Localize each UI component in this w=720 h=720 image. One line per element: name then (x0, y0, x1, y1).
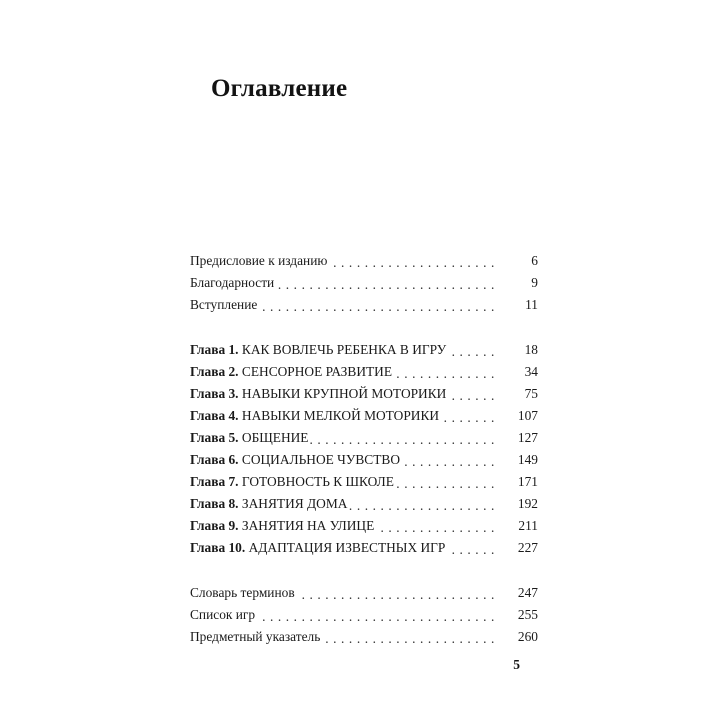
toc-entry-label (190, 361, 392, 383)
toc-entry-title: ЗАНЯТИЯ НА УЛИЦЕ (241, 518, 375, 533)
toc-dot-leader (394, 369, 495, 383)
toc-entry-page-number: 149 (517, 452, 538, 467)
toc-dot-leader (448, 391, 495, 405)
toc-entry[interactable] (190, 471, 538, 493)
toc-entry-page-number: 34 (524, 364, 538, 379)
toc-entry-page-number: 247 (517, 585, 538, 600)
toc-entry[interactable] (190, 582, 538, 604)
toc-dot-leader (349, 501, 495, 515)
toc-entry[interactable] (190, 272, 538, 294)
toc-dot-leader (448, 347, 495, 361)
toc-group-back-matter (190, 582, 538, 648)
page-folio: 5 (513, 657, 520, 672)
toc-entry-page-number: 127 (517, 430, 538, 445)
toc-entry-label (190, 471, 394, 493)
toc-entry-label (190, 383, 446, 405)
toc-entry-label (190, 449, 400, 471)
toc-entry-page-number: 211 (518, 518, 538, 533)
toc-entry-chapter-number: Глава 10. (190, 540, 246, 555)
toc-entry-page-number: 9 (531, 275, 538, 290)
toc-entry-chapter-number: Глава 4. (190, 408, 239, 423)
toc-entry-title: НАВЫКИ МЕЛКОЙ МОТОРИКИ (241, 408, 440, 423)
toc-entry-label (190, 626, 320, 648)
toc-entry-title: Список игр (190, 607, 256, 622)
toc-dot-leader (310, 435, 495, 449)
toc-entry-title: КАК ВОВЛЕЧЬ РЕБЕНКА В ИГРУ (241, 342, 447, 357)
toc-entry-page-number: 75 (524, 386, 538, 401)
toc-dot-leader (441, 413, 495, 427)
toc-dot-leader (276, 280, 495, 294)
toc-entry-label (190, 537, 445, 559)
toc-entry-title: Словарь терминов (190, 585, 295, 600)
toc-entry-label (190, 339, 446, 361)
toc-entry[interactable] (190, 361, 538, 383)
toc-dot-leader (322, 634, 495, 648)
toc-entry-chapter-number: Глава 2. (190, 364, 239, 379)
toc-entry-page-number: 18 (524, 342, 538, 357)
toc-dot-leader (402, 457, 495, 471)
toc-entry-title: ОБЩЕНИЕ (241, 430, 309, 445)
toc-entry-page-number: 11 (525, 297, 538, 312)
toc-entry-chapter-number: Глава 9. (190, 518, 239, 533)
toc-group-chapters (190, 339, 538, 559)
toc-entry[interactable] (190, 604, 538, 626)
toc-dot-leader (257, 612, 495, 626)
toc-entry-chapter-number: Глава 6. (190, 452, 239, 467)
toc-entry-label (190, 604, 255, 626)
toc-entry-page-number: 171 (517, 474, 538, 489)
toc-entry-title: Благодарности (190, 275, 275, 290)
toc-entry-page-number: 260 (517, 629, 538, 644)
toc-entry-chapter-number: Глава 5. (190, 430, 239, 445)
toc-entry-title: Вступление (190, 297, 258, 312)
toc-entry-label (190, 405, 439, 427)
toc-entry-chapter-number: Глава 8. (190, 496, 239, 511)
toc-entry[interactable] (190, 493, 538, 515)
toc-dot-leader (329, 258, 495, 272)
toc-entry[interactable] (190, 383, 538, 405)
toc-entry[interactable] (190, 427, 538, 449)
toc-entry-page-number: 227 (517, 540, 538, 555)
toc-entry-label (190, 515, 374, 537)
toc-entry-label (190, 427, 308, 449)
toc-entry[interactable] (190, 294, 538, 316)
toc-entry-label (190, 493, 347, 515)
toc-entry-page-number: 6 (531, 253, 538, 268)
page-title: Оглавление (211, 74, 348, 102)
toc-dot-leader (396, 479, 495, 493)
toc-entry[interactable] (190, 449, 538, 471)
toc-entry-chapter-number: Глава 1. (190, 342, 239, 357)
table-of-contents (190, 250, 538, 648)
toc-entry[interactable] (190, 405, 538, 427)
toc-entry[interactable] (190, 626, 538, 648)
toc-entry-title: СЕНСОРНОЕ РАЗВИТИЕ (241, 364, 393, 379)
toc-entry[interactable] (190, 515, 538, 537)
toc-entry-title: Предметный указатель (190, 629, 321, 644)
toc-entry-page-number: 192 (517, 496, 538, 511)
toc-entry-title: НАВЫКИ КРУПНОЙ МОТОРИКИ (241, 386, 447, 401)
toc-entry-title: Предисловие к изданию (190, 253, 328, 268)
toc-entry[interactable] (190, 250, 538, 272)
toc-entry-title: ГОТОВНОСТЬ К ШКОЛЕ (241, 474, 394, 489)
toc-entry[interactable] (190, 339, 538, 361)
toc-entry-label (190, 294, 257, 316)
toc-dot-leader (376, 523, 495, 537)
toc-entry-chapter-number: Глава 7. (190, 474, 239, 489)
toc-entry-chapter-number: Глава 3. (190, 386, 239, 401)
toc-group-front-matter (190, 250, 538, 316)
toc-dot-leader (259, 302, 495, 316)
toc-dot-leader (447, 545, 495, 559)
toc-entry-label (190, 582, 295, 604)
toc-entry-page-number: 255 (517, 607, 538, 622)
toc-entry-page-number: 107 (517, 408, 538, 423)
toc-entry-label (190, 272, 274, 294)
toc-entry-title: СОЦИАЛЬНОЕ ЧУВСТВО (241, 452, 400, 467)
toc-entry-title: АДАПТАЦИЯ ИЗВЕСТНЫХ ИГР (248, 540, 446, 555)
toc-dot-leader (297, 590, 495, 604)
toc-entry-label (190, 250, 327, 272)
toc-entry[interactable] (190, 537, 538, 559)
toc-entry-title: ЗАНЯТИЯ ДОМА (241, 496, 348, 511)
